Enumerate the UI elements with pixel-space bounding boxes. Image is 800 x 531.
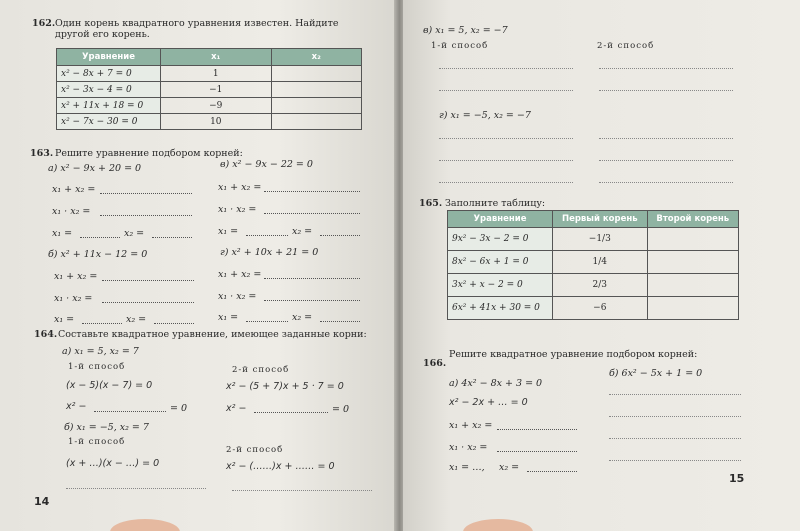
answer-line[interactable] <box>66 488 206 489</box>
answer-line[interactable] <box>439 90 573 91</box>
table-165-header-equation: Уравнение <box>448 211 553 228</box>
answer-line[interactable] <box>80 237 120 238</box>
answer-line[interactable] <box>102 280 194 281</box>
root-x2-label: x₂ = <box>499 462 520 473</box>
table-165-second-root-cell[interactable] <box>647 297 738 320</box>
root-x1-label: x₁ = <box>54 314 75 325</box>
root-x1-label: x₁ = <box>218 226 239 237</box>
product-label: x₁ · x₂ = <box>54 293 93 304</box>
table-row <box>448 274 739 297</box>
root-x1-label: x₁ = <box>52 228 73 239</box>
table-162-x1: −9 <box>161 98 272 114</box>
answer-line[interactable] <box>100 215 192 216</box>
root-x2-label: x₂ = <box>124 228 145 239</box>
answer-line[interactable] <box>254 412 328 413</box>
table-162-eq: x² − 7x − 30 = 0 <box>57 114 161 130</box>
sum-label: x₁ + x₂ = <box>449 420 493 431</box>
problem-166b-label: б) 6x² − 5x + 1 = 0 <box>609 368 703 379</box>
sum-label: x₁ + x₂ = <box>218 182 262 193</box>
sum-label: x₁ + x₂ = <box>218 269 262 280</box>
finger <box>110 519 180 531</box>
handwritten-164b-m2: x² − (……)x + …… = 0 <box>226 461 335 472</box>
method-1-label: 1-й способ <box>431 41 489 51</box>
problem-164v-label: в) x₁ = 5, x₂ = −7 <box>423 25 508 36</box>
table-165-eq: 6x² + 41x + 30 = 0 <box>448 297 553 320</box>
table-162-x2-cell[interactable] <box>271 98 361 114</box>
answer-line[interactable] <box>232 490 372 491</box>
root-x2-label: x₂ = <box>292 312 313 323</box>
answer-line[interactable] <box>599 138 733 139</box>
product-label: x₁ · x₂ = <box>218 204 257 215</box>
answer-line[interactable] <box>82 323 122 324</box>
table-165-header-second-root: Второй корень <box>647 211 738 228</box>
root-x2-label: x₂ = <box>126 314 147 325</box>
equals-zero: = 0 <box>332 404 350 415</box>
root-x2-label: x₂ = <box>292 226 313 237</box>
product-label: x₁ · x₂ = <box>52 206 91 217</box>
table-165-second-root-cell[interactable] <box>647 274 738 297</box>
problem-163g-label: г) x² + 10x + 21 = 0 <box>220 247 319 258</box>
sum-label: x₁ + x₂ = <box>54 271 98 282</box>
problem-162-number: 162. <box>32 18 56 29</box>
problem-163a-label: а) x² − 9x + 20 = 0 <box>48 163 142 174</box>
answer-line[interactable] <box>439 68 573 69</box>
method-1-label: 1-й способ <box>68 437 126 447</box>
answer-line[interactable] <box>527 471 577 472</box>
handwritten-164a-m1: (x − 5)(x − 7) = 0 <box>66 380 153 391</box>
problem-163-text: Решите уравнение подбором корней: <box>55 148 243 159</box>
table-row <box>57 66 362 82</box>
answer-line[interactable] <box>94 411 166 412</box>
problem-164-number: 164. <box>34 329 58 340</box>
table-165-first-root: −1/3 <box>553 228 648 251</box>
problem-164-text: Составьте квадратное уравнение, имеющее заданные корни: <box>58 329 367 340</box>
handwritten-164a-m2: x² − (5 + 7)x + 5 · 7 = 0 <box>226 381 344 392</box>
table-165-first-root: 1/4 <box>553 251 648 274</box>
answer-line[interactable] <box>264 191 360 192</box>
table-165-first-root: 2/3 <box>553 274 648 297</box>
table-162-x2-cell[interactable] <box>271 114 361 130</box>
answer-line[interactable] <box>599 90 733 91</box>
handwritten-164b-m1: (x + …)(x − …) = 0 <box>66 458 160 469</box>
answer-line[interactable] <box>439 138 573 139</box>
equals-zero: = 0 <box>170 403 188 414</box>
table-162-eq: x² − 3x − 4 = 0 <box>57 82 161 98</box>
answer-line[interactable] <box>264 213 360 214</box>
table-162-eq: x² − 8x + 7 = 0 <box>57 66 161 82</box>
answer-line[interactable] <box>320 321 360 322</box>
answer-line[interactable] <box>246 321 288 322</box>
left-page <box>0 0 396 531</box>
table-165-first-root: −6 <box>553 297 648 320</box>
answer-line[interactable] <box>497 451 577 452</box>
answer-line[interactable] <box>599 68 733 69</box>
problem-164a-label: а) x₁ = 5, x₂ = 7 <box>62 346 139 357</box>
table-162-x2-cell[interactable] <box>271 66 361 82</box>
table-162-header-x2: x₂ <box>271 49 361 66</box>
method-1-label: 1-й способ <box>68 362 126 372</box>
table-165-eq: 3x² + x − 2 = 0 <box>448 274 553 297</box>
answer-line[interactable] <box>100 193 192 194</box>
answer-line[interactable] <box>609 460 741 461</box>
answer-line[interactable] <box>439 160 573 161</box>
table-row <box>448 228 739 251</box>
handwritten-x-squared: x² − <box>66 401 87 412</box>
table-165-second-root-cell[interactable] <box>647 228 738 251</box>
problem-166a-label: а) 4x² − 8x + 3 = 0 <box>449 378 543 389</box>
answer-line[interactable] <box>497 429 577 430</box>
table-165-eq: 9x² − 3x − 2 = 0 <box>448 228 553 251</box>
table-165 <box>447 210 739 320</box>
answer-line[interactable] <box>152 237 192 238</box>
problem-164g-label: г) x₁ = −5, x₂ = −7 <box>439 110 531 121</box>
table-row <box>57 114 362 130</box>
answer-line[interactable] <box>246 235 288 236</box>
method-2-label: 2-й способ <box>597 41 655 51</box>
problem-163b-label: б) x² + 11x − 12 = 0 <box>48 249 148 260</box>
answer-line[interactable] <box>320 235 360 236</box>
finger <box>463 519 533 531</box>
table-165-eq: 8x² − 6x + 1 = 0 <box>448 251 553 274</box>
problem-163-number: 163. <box>30 148 54 159</box>
method-2-label: 2-й способ <box>232 365 290 375</box>
problem-166-number: 166. <box>423 358 447 369</box>
sum-label: x₁ + x₂ = <box>52 184 96 195</box>
answer-line[interactable] <box>599 160 733 161</box>
problem-164b-label: б) x₁ = −5, x₂ = 7 <box>64 422 149 433</box>
root-x1-label: x₁ = …, <box>449 462 485 473</box>
table-162-eq: x² + 11x + 18 = 0 <box>57 98 161 114</box>
handwritten-166a: x² − 2x + … = 0 <box>449 397 528 408</box>
table-162-x2-cell[interactable] <box>271 82 361 98</box>
answer-line[interactable] <box>599 182 733 183</box>
product-label: x₁ · x₂ = <box>449 442 488 453</box>
answer-line[interactable] <box>609 416 741 417</box>
page-number: 14 <box>34 495 50 508</box>
answer-line[interactable] <box>609 438 741 439</box>
problem-165-number: 165. <box>419 198 443 209</box>
answer-line[interactable] <box>102 302 194 303</box>
answer-line[interactable] <box>609 394 741 395</box>
answer-line[interactable] <box>439 182 573 183</box>
table-row <box>448 297 739 320</box>
table-162-x1: 1 <box>161 66 272 82</box>
table-162-header-x1: x₁ <box>161 49 272 66</box>
page-number: 15 <box>729 472 745 485</box>
table-162-x1: 10 <box>161 114 272 130</box>
table-row <box>57 82 362 98</box>
answer-line[interactable] <box>264 300 360 301</box>
problem-166-text: Решите квадратное уравнение подбором корней: <box>449 349 698 360</box>
table-165-header-first-root: Первый корень <box>553 211 648 228</box>
problem-162-text: Один корень квадратного уравнения известен. Найдите другой его корень. <box>55 18 339 40</box>
table-162-header-equation: Уравнение <box>57 49 161 66</box>
answer-line[interactable] <box>264 278 360 279</box>
table-row <box>448 251 739 274</box>
method-2-label: 2-й способ <box>226 445 284 455</box>
right-page <box>403 0 800 531</box>
handwritten-x-squared: x² − <box>226 403 247 414</box>
root-x1-label: x₁ = <box>218 312 239 323</box>
table-162-x1: −1 <box>161 82 272 98</box>
problem-165-text: Заполните таблицу: <box>445 198 546 209</box>
product-label: x₁ · x₂ = <box>218 291 257 302</box>
answer-line[interactable] <box>154 323 194 324</box>
problem-163v-label: в) x² − 9x − 22 = 0 <box>220 159 313 170</box>
table-165-second-root-cell[interactable] <box>647 251 738 274</box>
table-row <box>57 98 362 114</box>
table-162 <box>56 48 362 130</box>
